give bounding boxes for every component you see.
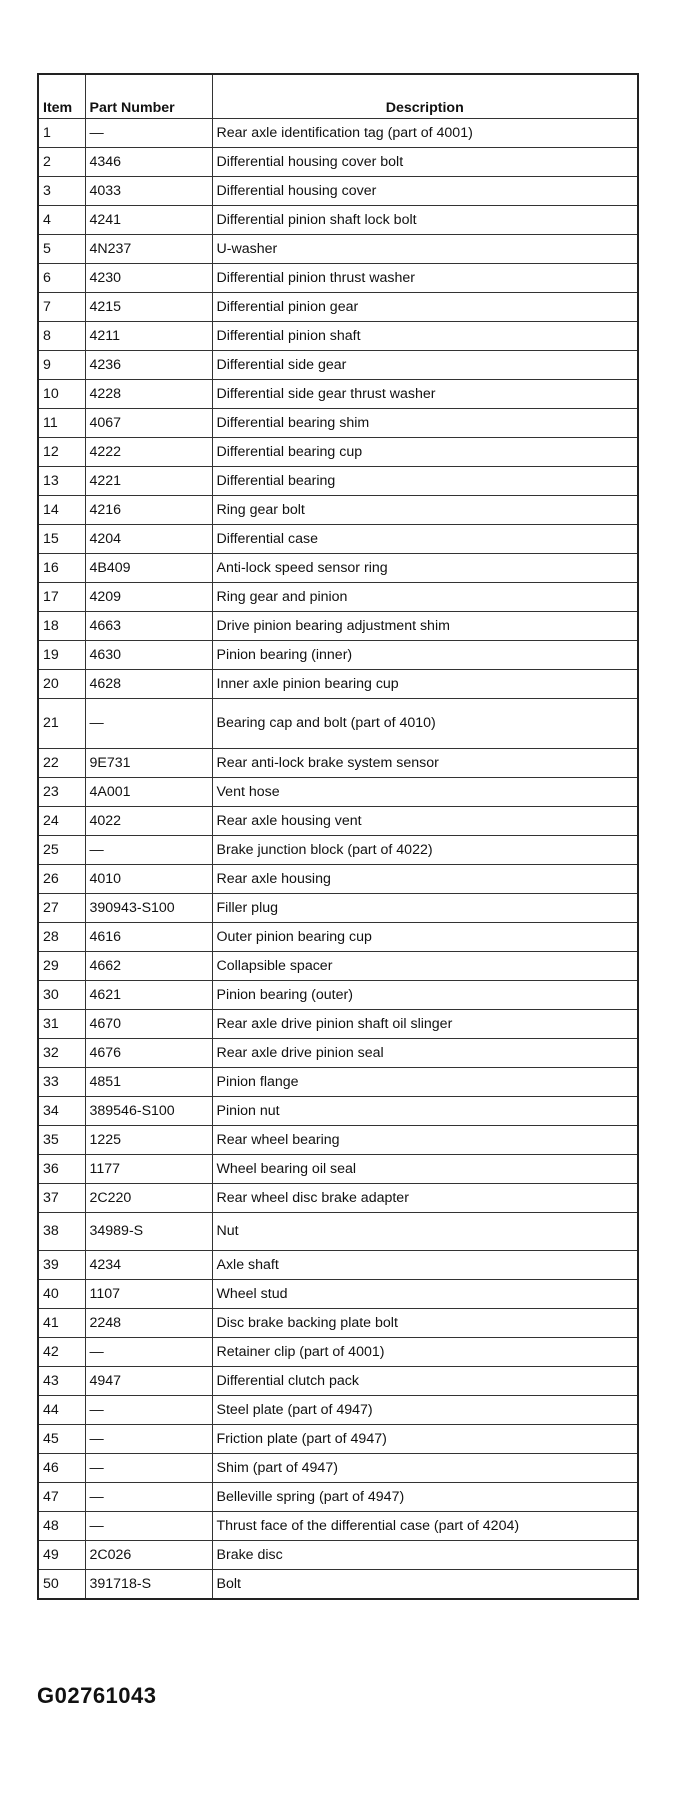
cell-part-number: 4234 — [85, 1251, 212, 1280]
table-row — [38, 1010, 638, 1039]
table-row — [38, 1280, 638, 1309]
table-row — [38, 778, 638, 807]
table-row — [38, 923, 638, 952]
cell-item: 12 — [38, 438, 85, 467]
cell-item: 27 — [38, 894, 85, 923]
table-body — [38, 119, 638, 1600]
cell-description: Differential housing cover bolt — [212, 148, 638, 177]
cell-item: 44 — [38, 1396, 85, 1425]
cell-description: Rear anti-lock brake system sensor — [212, 749, 638, 778]
cell-part-number: 4A001 — [85, 778, 212, 807]
cell-part-number: 4230 — [85, 264, 212, 293]
cell-part-number: 4211 — [85, 322, 212, 351]
cell-item: 36 — [38, 1155, 85, 1184]
cell-item: 39 — [38, 1251, 85, 1280]
cell-part-number: 4346 — [85, 148, 212, 177]
cell-part-number: — — [85, 1338, 212, 1367]
table-row — [38, 1126, 638, 1155]
table-row — [38, 981, 638, 1010]
cell-description: Differential clutch pack — [212, 1367, 638, 1396]
cell-item: 30 — [38, 981, 85, 1010]
header-part-number: Part Number — [85, 74, 212, 119]
table-row — [38, 1251, 638, 1280]
cell-description: Differential case — [212, 525, 638, 554]
table-row — [38, 264, 638, 293]
cell-part-number: — — [85, 119, 212, 148]
cell-item: 20 — [38, 670, 85, 699]
table-row — [38, 1454, 638, 1483]
cell-part-number: 9E731 — [85, 749, 212, 778]
cell-item: 34 — [38, 1097, 85, 1126]
cell-description: U-washer — [212, 235, 638, 264]
table-row — [38, 1483, 638, 1512]
cell-item: 2 — [38, 148, 85, 177]
cell-part-number: 4215 — [85, 293, 212, 322]
cell-description: Rear axle drive pinion shaft oil slinger — [212, 1010, 638, 1039]
cell-part-number: 4676 — [85, 1039, 212, 1068]
table-row — [38, 583, 638, 612]
table-row — [38, 1309, 638, 1338]
cell-description: Friction plate (part of 4947) — [212, 1425, 638, 1454]
cell-item: 22 — [38, 749, 85, 778]
cell-description: Rear axle housing vent — [212, 807, 638, 836]
cell-description: Differential side gear thrust washer — [212, 380, 638, 409]
cell-description: Steel plate (part of 4947) — [212, 1396, 638, 1425]
cell-description: Retainer clip (part of 4001) — [212, 1338, 638, 1367]
table-row — [38, 1068, 638, 1097]
table-row — [38, 1039, 638, 1068]
cell-part-number: 1225 — [85, 1126, 212, 1155]
cell-part-number: 4222 — [85, 438, 212, 467]
table-row — [38, 1512, 638, 1541]
table-row — [38, 1425, 638, 1454]
table-row — [38, 1570, 638, 1600]
cell-item: 46 — [38, 1454, 85, 1483]
cell-description: Disc brake backing plate bolt — [212, 1309, 638, 1338]
cell-item: 16 — [38, 554, 85, 583]
cell-part-number: 2C220 — [85, 1184, 212, 1213]
cell-item: 31 — [38, 1010, 85, 1039]
cell-description: Differential housing cover — [212, 177, 638, 206]
table-row — [38, 1184, 638, 1213]
table-row — [38, 749, 638, 778]
cell-item: 4 — [38, 206, 85, 235]
cell-description: Differential bearing — [212, 467, 638, 496]
cell-description: Ring gear bolt — [212, 496, 638, 525]
cell-item: 48 — [38, 1512, 85, 1541]
table-row — [38, 641, 638, 670]
table-row — [38, 380, 638, 409]
cell-item: 3 — [38, 177, 85, 206]
cell-description: Differential pinion shaft lock bolt — [212, 206, 638, 235]
cell-item: 29 — [38, 952, 85, 981]
cell-part-number: — — [85, 1425, 212, 1454]
cell-description: Rear wheel bearing — [212, 1126, 638, 1155]
cell-part-number: 4216 — [85, 496, 212, 525]
table-row — [38, 409, 638, 438]
cell-description: Differential bearing cup — [212, 438, 638, 467]
cell-part-number: — — [85, 1396, 212, 1425]
table-row — [38, 496, 638, 525]
cell-description: Vent hose — [212, 778, 638, 807]
cell-part-number: 4628 — [85, 670, 212, 699]
cell-item: 38 — [38, 1213, 85, 1251]
cell-item: 1 — [38, 119, 85, 148]
cell-part-number: 4209 — [85, 583, 212, 612]
cell-part-number: 4630 — [85, 641, 212, 670]
cell-description: Differential pinion thrust washer — [212, 264, 638, 293]
cell-description: Wheel stud — [212, 1280, 638, 1309]
cell-part-number: 4022 — [85, 807, 212, 836]
table-row — [38, 1155, 638, 1184]
cell-part-number: 4947 — [85, 1367, 212, 1396]
cell-item: 10 — [38, 380, 85, 409]
table-row — [38, 206, 638, 235]
cell-item: 40 — [38, 1280, 85, 1309]
cell-item: 21 — [38, 699, 85, 749]
cell-item: 49 — [38, 1541, 85, 1570]
cell-description: Brake disc — [212, 1541, 638, 1570]
cell-part-number: — — [85, 1512, 212, 1541]
cell-part-number: 391718-S — [85, 1570, 212, 1600]
cell-part-number: 389546-S100 — [85, 1097, 212, 1126]
cell-item: 42 — [38, 1338, 85, 1367]
cell-description: Pinion nut — [212, 1097, 638, 1126]
cell-part-number: 4663 — [85, 612, 212, 641]
cell-description: Pinion bearing (inner) — [212, 641, 638, 670]
cell-part-number: 4204 — [85, 525, 212, 554]
cell-item: 47 — [38, 1483, 85, 1512]
cell-part-number: 4010 — [85, 865, 212, 894]
cell-description: Nut — [212, 1213, 638, 1251]
table-row — [38, 670, 638, 699]
table-row — [38, 1213, 638, 1251]
cell-description: Inner axle pinion bearing cup — [212, 670, 638, 699]
cell-part-number: 390943-S100 — [85, 894, 212, 923]
header-item: Item — [38, 74, 85, 119]
cell-description: Rear axle housing — [212, 865, 638, 894]
cell-item: 28 — [38, 923, 85, 952]
cell-part-number: 4241 — [85, 206, 212, 235]
cell-part-number: — — [85, 1454, 212, 1483]
cell-description: Thrust face of the differential case (part of 4204) — [212, 1512, 638, 1541]
table-row — [38, 148, 638, 177]
cell-part-number: 34989-S — [85, 1213, 212, 1251]
cell-part-number: 4067 — [85, 409, 212, 438]
table-row — [38, 322, 638, 351]
table-row — [38, 612, 638, 641]
table-row — [38, 1338, 638, 1367]
cell-item: 45 — [38, 1425, 85, 1454]
cell-item: 19 — [38, 641, 85, 670]
table-row — [38, 699, 638, 749]
cell-description: Shim (part of 4947) — [212, 1454, 638, 1483]
cell-description: Bearing cap and bolt (part of 4010) — [212, 699, 638, 749]
table-row — [38, 865, 638, 894]
cell-description: Outer pinion bearing cup — [212, 923, 638, 952]
cell-part-number: 4221 — [85, 467, 212, 496]
cell-description: Differential pinion gear — [212, 293, 638, 322]
cell-item: 35 — [38, 1126, 85, 1155]
cell-description: Differential bearing shim — [212, 409, 638, 438]
table-row — [38, 438, 638, 467]
cell-item: 18 — [38, 612, 85, 641]
cell-part-number: 1107 — [85, 1280, 212, 1309]
cell-part-number: 1177 — [85, 1155, 212, 1184]
cell-description: Rear axle drive pinion seal — [212, 1039, 638, 1068]
cell-part-number: 4616 — [85, 923, 212, 952]
cell-item: 9 — [38, 351, 85, 380]
cell-item: 25 — [38, 836, 85, 865]
cell-description: Anti-lock speed sensor ring — [212, 554, 638, 583]
cell-part-number: 4662 — [85, 952, 212, 981]
table-row — [38, 1097, 638, 1126]
cell-item: 8 — [38, 322, 85, 351]
cell-item: 32 — [38, 1039, 85, 1068]
cell-description: Brake junction block (part of 4022) — [212, 836, 638, 865]
cell-description: Differential side gear — [212, 351, 638, 380]
header-description: Description — [212, 74, 638, 119]
cell-description: Drive pinion bearing adjustment shim — [212, 612, 638, 641]
cell-item: 41 — [38, 1309, 85, 1338]
cell-item: 26 — [38, 865, 85, 894]
cell-item: 15 — [38, 525, 85, 554]
table-row — [38, 177, 638, 206]
cell-item: 6 — [38, 264, 85, 293]
cell-part-number: 4B409 — [85, 554, 212, 583]
cell-part-number: 4N237 — [85, 235, 212, 264]
table-row — [38, 525, 638, 554]
table-row — [38, 836, 638, 865]
cell-description: Pinion bearing (outer) — [212, 981, 638, 1010]
cell-description: Rear wheel disc brake adapter — [212, 1184, 638, 1213]
cell-item: 23 — [38, 778, 85, 807]
cell-part-number: 4621 — [85, 981, 212, 1010]
table-row — [38, 554, 638, 583]
cell-description: Ring gear and pinion — [212, 583, 638, 612]
header-row — [38, 74, 638, 119]
cell-part-number: 2248 — [85, 1309, 212, 1338]
cell-description: Axle shaft — [212, 1251, 638, 1280]
table-row — [38, 235, 638, 264]
table-row — [38, 1367, 638, 1396]
cell-item: 7 — [38, 293, 85, 322]
table-row — [38, 467, 638, 496]
cell-item: 14 — [38, 496, 85, 525]
table-row — [38, 293, 638, 322]
cell-part-number: 4236 — [85, 351, 212, 380]
cell-part-number: 2C026 — [85, 1541, 212, 1570]
cell-item: 50 — [38, 1570, 85, 1600]
cell-item: 17 — [38, 583, 85, 612]
table-row — [38, 351, 638, 380]
cell-item: 33 — [38, 1068, 85, 1097]
cell-item: 11 — [38, 409, 85, 438]
cell-part-number: — — [85, 836, 212, 865]
cell-description: Wheel bearing oil seal — [212, 1155, 638, 1184]
table-row — [38, 1541, 638, 1570]
cell-description: Collapsible spacer — [212, 952, 638, 981]
table-row — [38, 952, 638, 981]
cell-item: 24 — [38, 807, 85, 836]
cell-item: 37 — [38, 1184, 85, 1213]
table-row — [38, 894, 638, 923]
cell-part-number: — — [85, 699, 212, 749]
cell-description: Belleville spring (part of 4947) — [212, 1483, 638, 1512]
figure-id: G02761043 — [37, 1683, 157, 1708]
cell-part-number: — — [85, 1483, 212, 1512]
cell-part-number: 4670 — [85, 1010, 212, 1039]
cell-description: Filler plug — [212, 894, 638, 923]
cell-part-number: 4851 — [85, 1068, 212, 1097]
cell-part-number: 4033 — [85, 177, 212, 206]
cell-description: Pinion flange — [212, 1068, 638, 1097]
cell-description: Rear axle identification tag (part of 4001) — [212, 119, 638, 148]
cell-item: 5 — [38, 235, 85, 264]
cell-part-number: 4228 — [85, 380, 212, 409]
table-row — [38, 119, 638, 148]
cell-description: Bolt — [212, 1570, 638, 1600]
cell-item: 43 — [38, 1367, 85, 1396]
cell-item: 13 — [38, 467, 85, 496]
parts-table — [37, 73, 639, 1600]
table-row — [38, 807, 638, 836]
table-row — [38, 1396, 638, 1425]
cell-description: Differential pinion shaft — [212, 322, 638, 351]
